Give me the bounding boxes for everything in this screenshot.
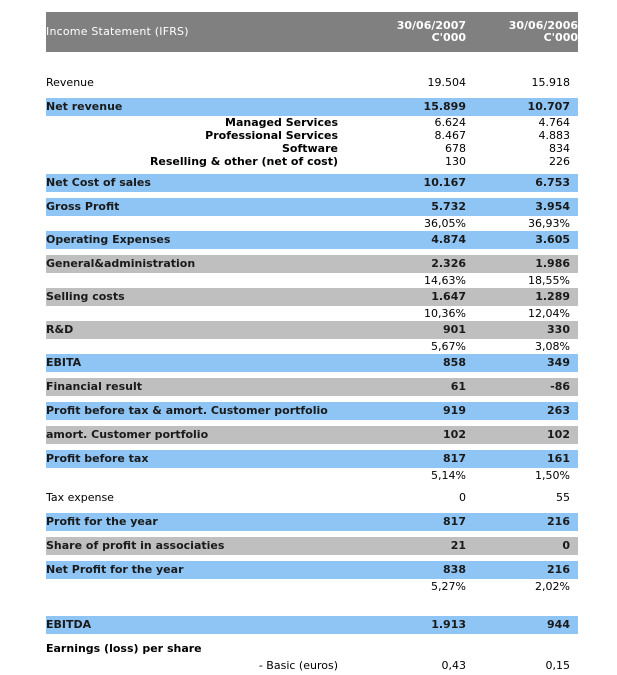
row-value-2007: 919 <box>338 402 466 420</box>
row-label: Share of profit in associaties <box>46 537 338 555</box>
row-value-2007: 817 <box>338 450 466 468</box>
column-header-2007-date: 30/06/2007 <box>396 19 466 32</box>
row-label: Revenue <box>46 74 338 92</box>
table-row <box>46 306 578 321</box>
table-row <box>46 116 578 129</box>
row-label: EBITDA <box>46 616 338 634</box>
row-label: R&D <box>46 321 338 339</box>
row-label <box>46 306 338 321</box>
table-row <box>46 174 578 192</box>
table-header-row <box>46 12 578 52</box>
table-row <box>46 579 578 594</box>
row-value-2007: 1.647 <box>338 288 466 306</box>
row-value-2007: 2.326 <box>338 255 466 273</box>
row-value-2006: 1,50% <box>466 468 578 483</box>
row-value-2006: 330 <box>466 321 578 339</box>
row-value-2006: 834 <box>466 142 578 155</box>
row-label: - Basic (euros) <box>46 657 338 675</box>
row-value-2007: 14,63% <box>338 273 466 288</box>
table-row <box>46 198 578 216</box>
column-header-2007 <box>338 12 466 52</box>
column-header-2006 <box>466 12 578 52</box>
row-value-2006: 349 <box>466 354 578 372</box>
row-value-2006: 0,15 <box>466 657 578 675</box>
row-value-2006: 55 <box>466 489 578 507</box>
row-spacer-cell <box>46 594 578 616</box>
table-row <box>46 657 578 675</box>
row-label <box>46 579 338 594</box>
row-label: Earnings (loss) per share <box>46 640 338 657</box>
row-value-2007: 838 <box>338 561 466 579</box>
column-header-2007-unit: C'000 <box>431 31 466 44</box>
row-value-2007: 678 <box>338 142 466 155</box>
row-value-2006: 263 <box>466 402 578 420</box>
row-label: Financial result <box>46 378 338 396</box>
row-value-2007: 61 <box>338 378 466 396</box>
row-label: Net Profit for the year <box>46 561 338 579</box>
row-value-2007: 15.899 <box>338 98 466 116</box>
statement-table-wrap <box>46 12 578 675</box>
row-label: General&administration <box>46 255 338 273</box>
income-statement-table <box>46 12 578 675</box>
page-title: Income Statement (IFRS) <box>46 12 338 52</box>
row-label: Tax expense <box>46 489 338 507</box>
row-value-2006: 226 <box>466 155 578 168</box>
row-label: Net Cost of sales <box>46 174 338 192</box>
row-value-2006: 2,02% <box>466 579 578 594</box>
row-value-2006: 1.986 <box>466 255 578 273</box>
table-row <box>46 616 578 634</box>
row-label: Net revenue <box>46 98 338 116</box>
row-value-2007: 5.732 <box>338 198 466 216</box>
row-value-2006 <box>466 640 578 657</box>
table-row <box>46 216 578 231</box>
row-value-2006: 4.764 <box>466 116 578 129</box>
row-value-2007: 901 <box>338 321 466 339</box>
row-value-2007: 10.167 <box>338 174 466 192</box>
row-value-2006: 15.918 <box>466 74 578 92</box>
row-label: Managed Services <box>46 116 338 129</box>
table-row <box>46 426 578 444</box>
table-row <box>46 489 578 507</box>
table-row <box>46 321 578 339</box>
row-spacer-cell <box>46 52 578 74</box>
table-row <box>46 513 578 531</box>
row-spacer <box>46 594 578 616</box>
table-row <box>46 402 578 420</box>
row-value-2007: 130 <box>338 155 466 168</box>
row-label: EBITA <box>46 354 338 372</box>
row-value-2007: 5,27% <box>338 579 466 594</box>
table-row <box>46 561 578 579</box>
row-value-2007: 19.504 <box>338 74 466 92</box>
row-value-2006: 102 <box>466 426 578 444</box>
row-label <box>46 273 338 288</box>
row-value-2007: 5,67% <box>338 339 466 354</box>
table-row <box>46 339 578 354</box>
row-value-2007: 858 <box>338 354 466 372</box>
table-row <box>46 98 578 116</box>
row-value-2007: 102 <box>338 426 466 444</box>
table-row <box>46 537 578 555</box>
row-value-2006: 3,08% <box>466 339 578 354</box>
row-label: Selling costs <box>46 288 338 306</box>
table-row <box>46 288 578 306</box>
row-label <box>46 216 338 231</box>
row-value-2006: 3.954 <box>466 198 578 216</box>
row-label: Gross Profit <box>46 198 338 216</box>
row-value-2006: 0 <box>466 537 578 555</box>
row-value-2006: 4.883 <box>466 129 578 142</box>
row-label <box>46 468 338 483</box>
column-header-2006-unit: C'000 <box>543 31 578 44</box>
table-row <box>46 468 578 483</box>
row-value-2007: 817 <box>338 513 466 531</box>
table-row <box>46 378 578 396</box>
row-value-2007: 21 <box>338 537 466 555</box>
row-value-2006: 1.289 <box>466 288 578 306</box>
row-value-2006: 3.605 <box>466 231 578 249</box>
row-value-2007: 6.624 <box>338 116 466 129</box>
row-label: Profit before tax <box>46 450 338 468</box>
table-row <box>46 74 578 92</box>
table-row <box>46 231 578 249</box>
row-value-2006: 18,55% <box>466 273 578 288</box>
row-label <box>46 339 338 354</box>
row-value-2007: 10,36% <box>338 306 466 321</box>
row-value-2007: 36,05% <box>338 216 466 231</box>
row-label: Operating Expenses <box>46 231 338 249</box>
row-value-2006: -86 <box>466 378 578 396</box>
row-label: Professional Services <box>46 129 338 142</box>
row-value-2007: 8.467 <box>338 129 466 142</box>
row-label: Profit for the year <box>46 513 338 531</box>
row-value-2006: 161 <box>466 450 578 468</box>
row-value-2006: 12,04% <box>466 306 578 321</box>
row-value-2007: 0 <box>338 489 466 507</box>
row-value-2007: 0,43 <box>338 657 466 675</box>
row-value-2006: 216 <box>466 513 578 531</box>
row-label: Software <box>46 142 338 155</box>
row-spacer <box>46 52 578 74</box>
row-value-2006: 944 <box>466 616 578 634</box>
row-value-2007: 1.913 <box>338 616 466 634</box>
row-value-2007: 4.874 <box>338 231 466 249</box>
row-value-2006: 10.707 <box>466 98 578 116</box>
table-row <box>46 450 578 468</box>
row-label: Reselling & other (net of cost) <box>46 155 338 168</box>
table-body <box>46 12 578 675</box>
table-row <box>46 273 578 288</box>
row-value-2007 <box>338 640 466 657</box>
column-header-2006-date: 30/06/2006 <box>508 19 578 32</box>
table-row <box>46 142 578 155</box>
table-row <box>46 155 578 168</box>
row-value-2006: 216 <box>466 561 578 579</box>
row-value-2006: 36,93% <box>466 216 578 231</box>
table-row <box>46 640 578 657</box>
table-row <box>46 255 578 273</box>
row-value-2006: 6.753 <box>466 174 578 192</box>
row-value-2007: 5,14% <box>338 468 466 483</box>
row-label: Profit before tax & amort. Customer portfolio <box>46 402 338 420</box>
table-row <box>46 129 578 142</box>
row-label: amort. Customer portfolio <box>46 426 338 444</box>
table-row <box>46 354 578 372</box>
